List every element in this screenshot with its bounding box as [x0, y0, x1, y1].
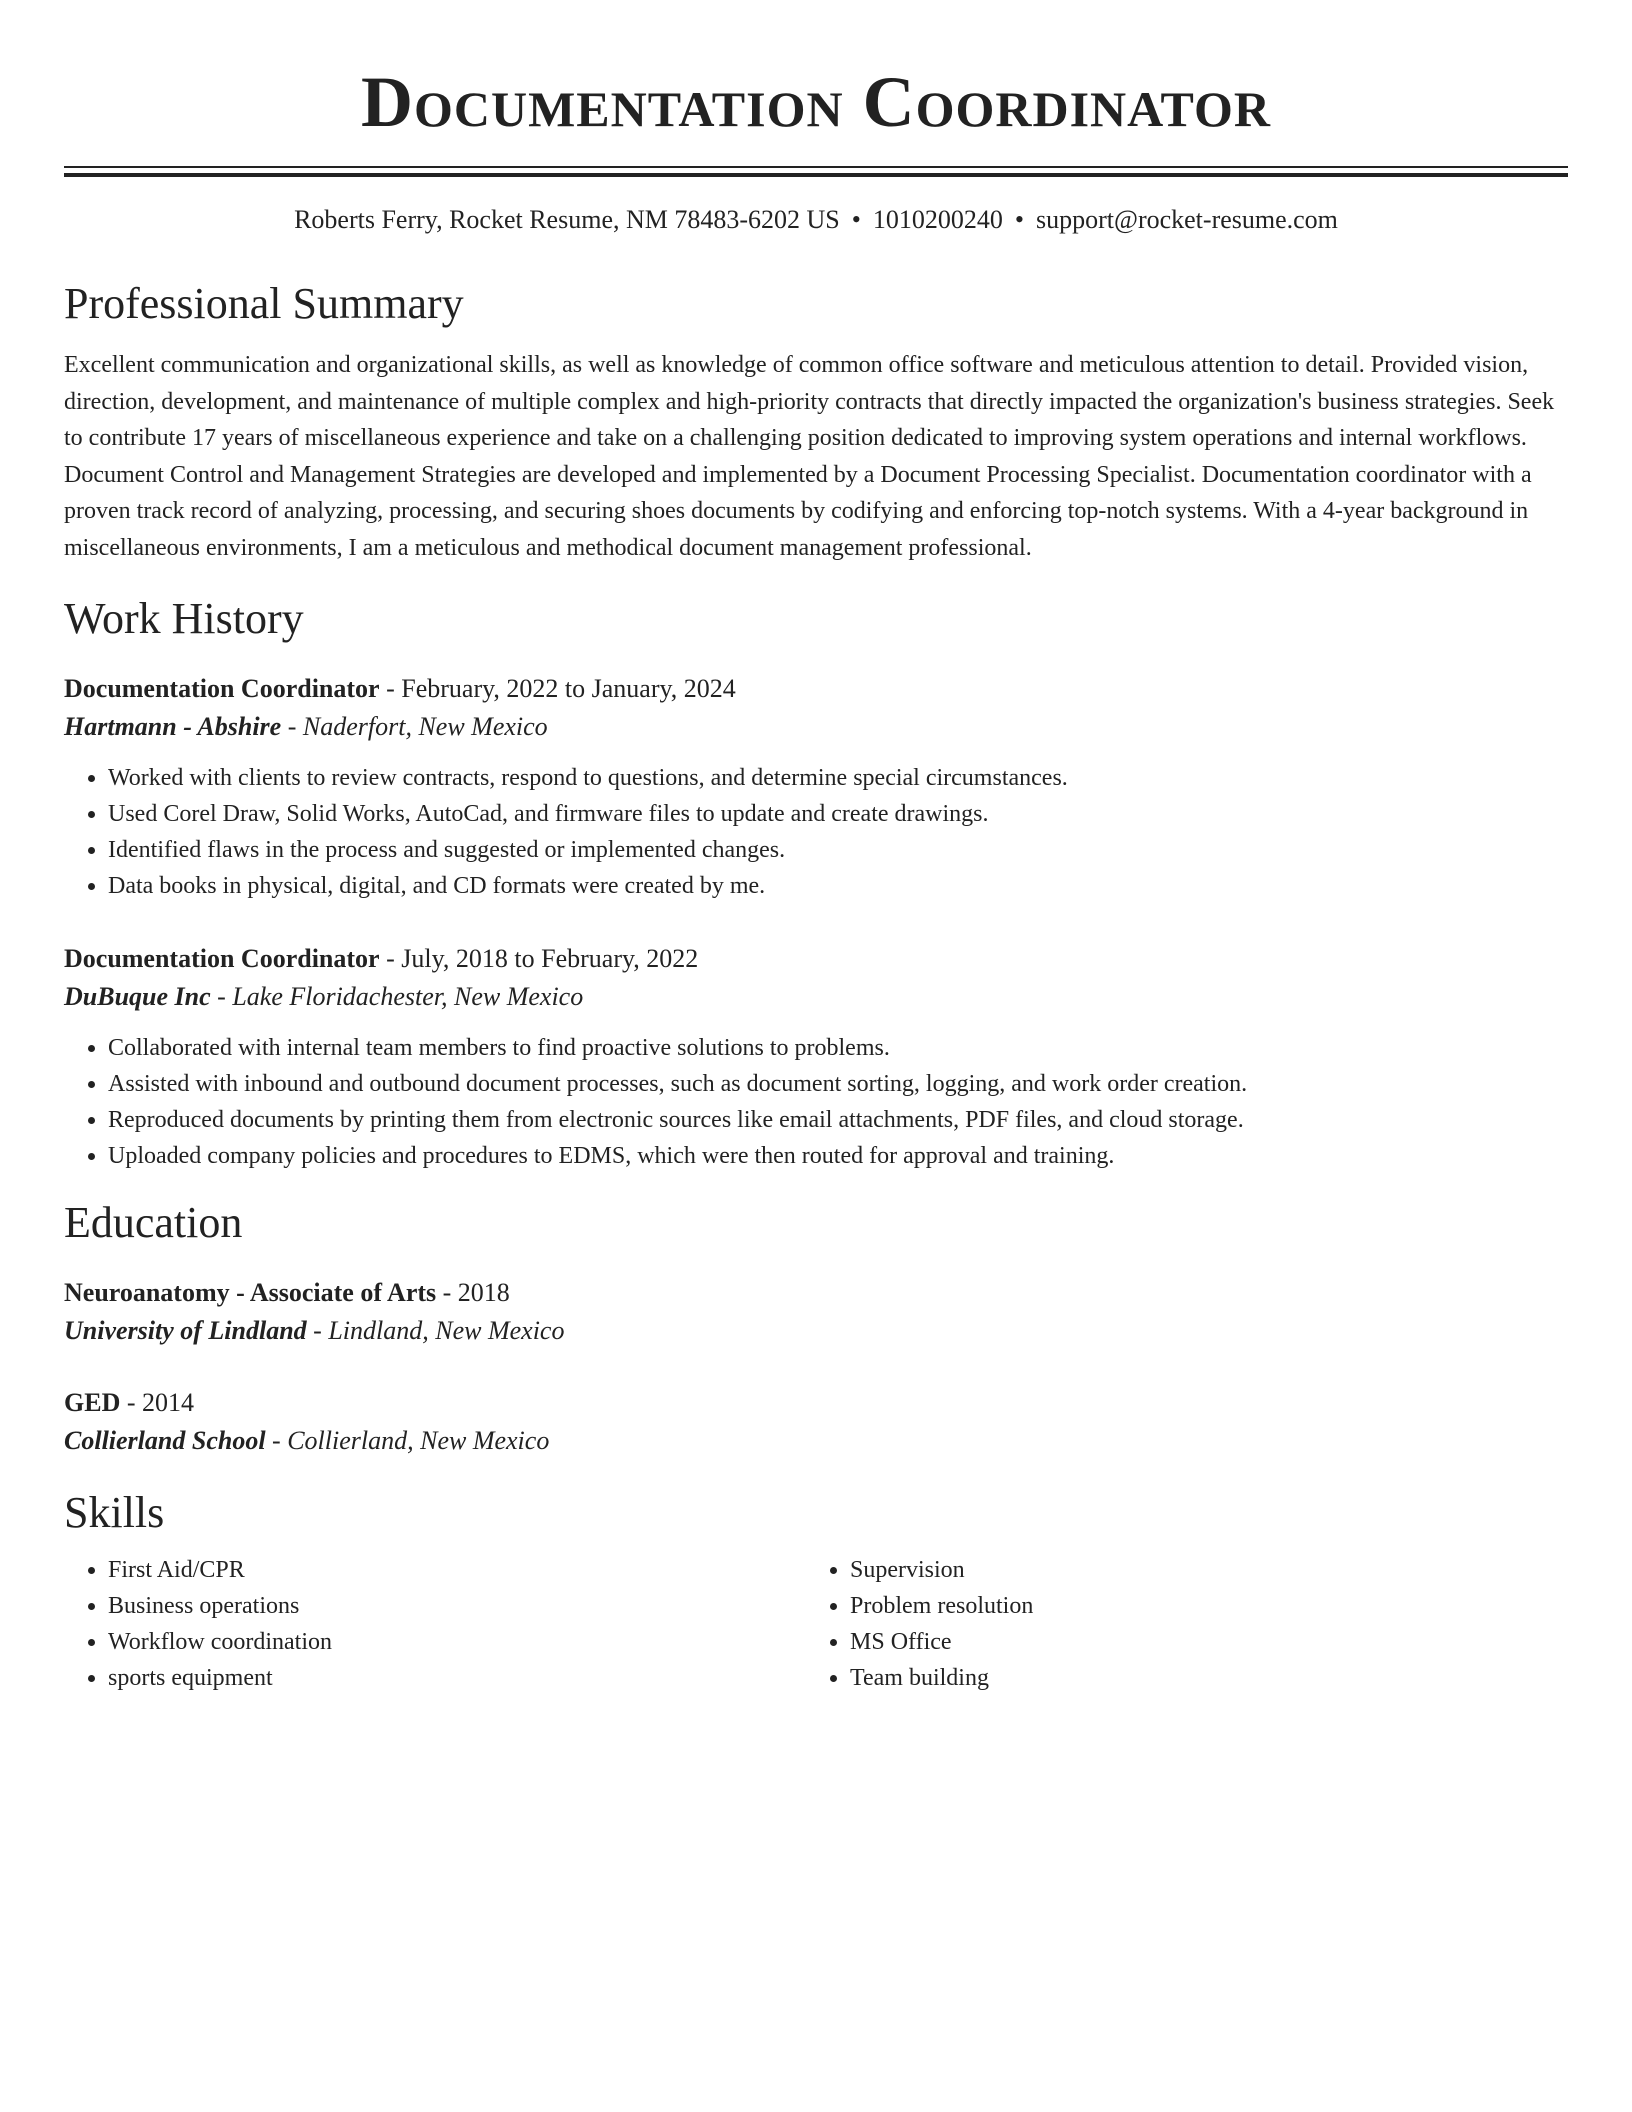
job-bullet: • Uploaded company policies and procedures to EDMS, which were then routed for approval and training.	[108, 1138, 1568, 1174]
job-company: Hartmann - Abshire	[64, 712, 282, 741]
education-degree: GED	[64, 1388, 121, 1417]
resume-title: Documentation Coordinator	[360, 62, 1271, 142]
skills-left-column	[64, 1552, 806, 1696]
job-bullet: • Collaborated with internal team members to find proactive solutions to problems.	[108, 1030, 1568, 1066]
job-company-line	[64, 978, 1568, 1016]
job-location: - Naderfort, New Mexico	[281, 712, 548, 741]
contact-separator: •	[851, 205, 861, 234]
summary-text: Excellent communication and organizational skills, as well as knowledge of common office software and meticulous attention to detail. Provided vision, direction, development, and maintenance of multiple complex and high-priority contracts that directly impacted the organization's business strategies. Seek to contribute 17 years of miscellaneous experience and take on a challenging position dedicated to improving system operations and internal workflows. Document Control and Management Strategies are developed and implemented by a Document Processing Specialist. Documentation coordinator with a proven track record of analyzing, processing, and securing shoes documents by codifying and enforcing top-notch systems. With a 4-year background in miscellaneous environments, I am a meticulous and methodical document management professional.	[64, 352, 1555, 561]
education-degree-line	[64, 1274, 1568, 1312]
job-title: Documentation Coordinator	[64, 944, 380, 973]
job-bullets	[64, 760, 1568, 904]
job-bullet: • Reproduced documents by printing them from electronic sources like email attachments, PDF files, and cloud storage.	[108, 1102, 1568, 1138]
skill-item: • Problem resolution	[850, 1588, 1548, 1624]
job-bullets	[64, 1030, 1568, 1174]
job-dates: - July, 2018 to February, 2022	[379, 944, 699, 973]
summary-heading: Professional Summary	[64, 279, 464, 328]
education-degree-line	[64, 1384, 1568, 1422]
job-bullet: • Used Corel Draw, Solid Works, AutoCad, and firmware files to update and create drawings.	[108, 796, 1568, 832]
work-history-heading: Work History	[64, 594, 304, 643]
job-bullet: • Worked with clients to review contracts, respond to questions, and determine special circumstances.	[108, 760, 1568, 796]
title-double-rule	[64, 166, 1568, 177]
education-heading: Education	[64, 1198, 243, 1247]
education-school: Collierland School	[64, 1426, 266, 1455]
education-school-line	[64, 1422, 1568, 1460]
skill-item: • Team building	[850, 1660, 1548, 1696]
contact-line	[64, 203, 1568, 237]
job-entry	[64, 940, 1568, 1174]
education-degree: Neuroanatomy - Associate of Arts	[64, 1278, 437, 1307]
skill-item: • MS Office	[850, 1624, 1548, 1660]
contact-email: support@rocket-resume.com	[1036, 205, 1338, 234]
skill-item: • Business operations	[108, 1588, 806, 1624]
contact-address: Roberts Ferry, Rocket Resume, NM 78483-6202 US	[294, 205, 840, 234]
education-entry	[64, 1384, 1568, 1460]
skills-heading: Skills	[64, 1488, 165, 1537]
education-year: - 2018	[436, 1278, 510, 1307]
job-title-line	[64, 940, 1568, 978]
job-bullet: • Identified flaws in the process and suggested or implemented changes.	[108, 832, 1568, 868]
job-entry	[64, 670, 1568, 904]
contact-separator: •	[1014, 205, 1024, 234]
skill-item: • sports equipment	[108, 1660, 806, 1696]
education-school: University of Lindland	[64, 1316, 307, 1345]
job-company-line	[64, 708, 1568, 746]
job-dates: - February, 2022 to January, 2024	[379, 674, 736, 703]
job-bullet: • Assisted with inbound and outbound document processes, such as document sorting, logging, and work order creation.	[108, 1066, 1568, 1102]
education-location: - Lindland, New Mexico	[306, 1316, 565, 1345]
job-title-line	[64, 670, 1568, 708]
skills-right-column	[806, 1552, 1548, 1696]
skills-columns	[64, 1552, 1568, 1696]
education-year: - 2014	[120, 1388, 195, 1417]
job-title: Documentation Coordinator	[64, 674, 380, 703]
job-company: DuBuque Inc	[64, 982, 211, 1011]
skill-item: • First Aid/CPR	[108, 1552, 806, 1588]
education-school-line	[64, 1312, 1568, 1350]
skill-item: • Workflow coordination	[108, 1624, 806, 1660]
skill-item: • Supervision	[850, 1552, 1548, 1588]
education-entry	[64, 1274, 1568, 1350]
job-bullet: • Data books in physical, digital, and CD formats were created by me.	[108, 868, 1568, 904]
contact-phone: 1010200240	[872, 205, 1003, 234]
job-location: - Lake Floridachester, New Mexico	[210, 982, 584, 1011]
education-location: - Collierland, New Mexico	[265, 1426, 550, 1455]
